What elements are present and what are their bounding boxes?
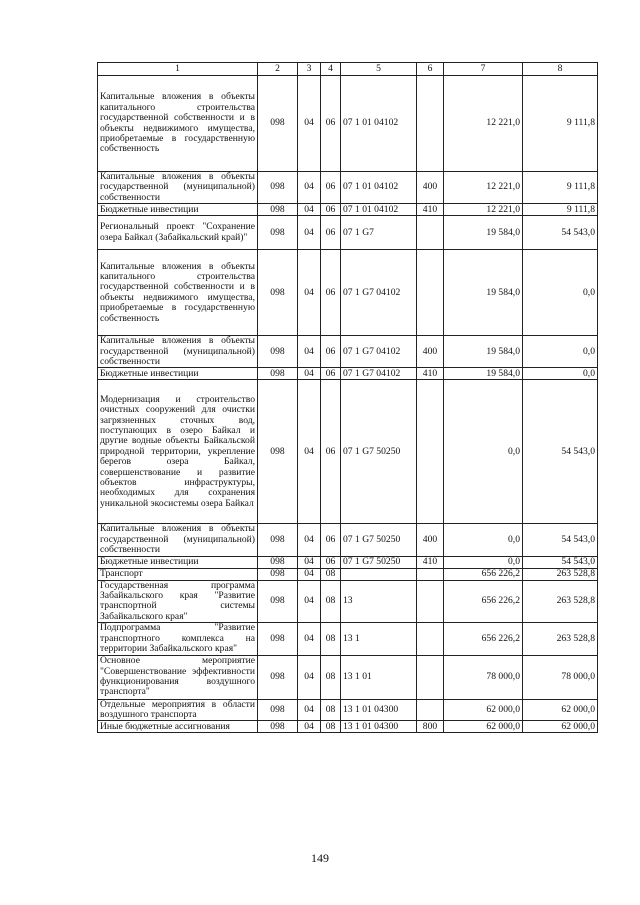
admin-code: 098 — [258, 380, 298, 524]
target-article-code: 07 1 G7 50250 — [341, 556, 417, 568]
expense-type-code — [417, 250, 444, 336]
amount-year-1: 78 000,0 — [444, 655, 523, 699]
section-code: 04 — [298, 655, 321, 699]
target-article-code: 07 1 G7 04102 — [341, 336, 417, 368]
header-row — [98, 63, 598, 76]
amount-year-1: 19 584,0 — [444, 368, 523, 380]
subsection-code: 06 — [321, 368, 341, 380]
table-row — [98, 368, 598, 380]
expense-type-code: 400 — [417, 336, 444, 368]
target-article-code: 07 1 01 04102 — [341, 172, 417, 204]
target-article-code: 13 1 01 04300 — [341, 699, 417, 721]
item-name: Капитальные вложения в объекты государственной (муниципальной) собственности — [98, 172, 258, 204]
target-article-code: 13 1 01 04300 — [341, 721, 417, 733]
col-header: 7 — [444, 63, 523, 76]
admin-code: 098 — [258, 568, 298, 580]
subsection-code: 08 — [321, 699, 341, 721]
section-code: 04 — [298, 250, 321, 336]
amount-year-1: 0,0 — [444, 380, 523, 524]
subsection-code: 06 — [321, 172, 341, 204]
subsection-code: 06 — [321, 336, 341, 368]
table-row — [98, 204, 598, 216]
subsection-code: 06 — [321, 380, 341, 524]
budget-table — [97, 62, 598, 733]
expense-type-code: 410 — [417, 368, 444, 380]
expense-type-code: 410 — [417, 556, 444, 568]
section-code: 04 — [298, 556, 321, 568]
table-row — [98, 623, 598, 655]
item-name: Региональный проект "Сохранение озера Байкал (Забайкальский край)" — [98, 216, 258, 250]
amount-year-2: 0,0 — [523, 368, 598, 380]
amount-year-1: 62 000,0 — [444, 699, 523, 721]
table-row — [98, 216, 598, 250]
item-name: Капитальные вложения в объекты государственной (муниципальной) собственности — [98, 336, 258, 368]
admin-code: 098 — [258, 204, 298, 216]
col-header: 1 — [98, 63, 258, 76]
section-code: 04 — [298, 721, 321, 733]
subsection-code: 06 — [321, 216, 341, 250]
subsection-code: 06 — [321, 250, 341, 336]
expense-type-code — [417, 699, 444, 721]
target-article-code: 13 1 01 — [341, 655, 417, 699]
item-name: Капитальные вложения в объекты капитального строительства государственной собственности и в объекты недвижимого имущества, приобретаемые в государственную собственность — [98, 76, 258, 172]
amount-year-2: 54 543,0 — [523, 216, 598, 250]
amount-year-1: 0,0 — [444, 524, 523, 556]
target-article-code: 07 1 G7 50250 — [341, 380, 417, 524]
target-article-code: 07 1 01 04102 — [341, 76, 417, 172]
item-name: Государственная программа Забайкальского края "Развитие транспортной системы Забайкальского края" — [98, 580, 258, 623]
page-number: 149 — [311, 851, 329, 865]
admin-code: 098 — [258, 76, 298, 172]
amount-year-1: 656 226,2 — [444, 580, 523, 623]
subsection-code: 06 — [321, 76, 341, 172]
col-header: 6 — [417, 63, 444, 76]
amount-year-1: 19 584,0 — [444, 216, 523, 250]
admin-code: 098 — [258, 721, 298, 733]
subsection-code: 08 — [321, 721, 341, 733]
expense-type-code — [417, 655, 444, 699]
subsection-code: 06 — [321, 556, 341, 568]
admin-code: 098 — [258, 368, 298, 380]
amount-year-1: 12 221,0 — [444, 76, 523, 172]
item-name: Транспорт — [98, 568, 258, 580]
admin-code: 098 — [258, 580, 298, 623]
expense-type-code: 400 — [417, 172, 444, 204]
expense-type-code — [417, 380, 444, 524]
amount-year-1: 656 226,2 — [444, 568, 523, 580]
amount-year-2: 263 528,8 — [523, 580, 598, 623]
amount-year-2: 54 543,0 — [523, 556, 598, 568]
target-article-code: 07 1 G7 — [341, 216, 417, 250]
expense-type-code — [417, 568, 444, 580]
section-code: 04 — [298, 172, 321, 204]
section-code: 04 — [298, 699, 321, 721]
table-row — [98, 380, 598, 524]
subsection-code: 08 — [321, 568, 341, 580]
table-row — [98, 336, 598, 368]
table-row — [98, 524, 598, 556]
section-code: 04 — [298, 568, 321, 580]
expense-type-code: 400 — [417, 524, 444, 556]
amount-year-2: 62 000,0 — [523, 721, 598, 733]
item-name: Основное мероприятие "Совершенствование эффективности функционирования воздушного транспорта" — [98, 655, 258, 699]
table-row — [98, 699, 598, 721]
amount-year-2: 62 000,0 — [523, 699, 598, 721]
subsection-code: 08 — [321, 655, 341, 699]
col-header: 5 — [341, 63, 417, 76]
admin-code: 098 — [258, 556, 298, 568]
admin-code: 098 — [258, 250, 298, 336]
item-name: Капитальные вложения в объекты государственной (муниципальной) собственности — [98, 524, 258, 556]
amount-year-2: 0,0 — [523, 250, 598, 336]
section-code: 04 — [298, 76, 321, 172]
section-code: 04 — [298, 216, 321, 250]
target-article-code: 07 1 G7 50250 — [341, 524, 417, 556]
amount-year-2: 54 543,0 — [523, 524, 598, 556]
table-row — [98, 250, 598, 336]
item-name: Отдельные мероприятия в области воздушного транспорта — [98, 699, 258, 721]
item-name: Капитальные вложения в объекты капитального строительства государственной собственности и в объекты недвижимого имущества, приобретаемые в государственную собственность — [98, 250, 258, 336]
expense-type-code — [417, 216, 444, 250]
table-row — [98, 721, 598, 733]
subsection-code: 06 — [321, 524, 341, 556]
expense-type-code — [417, 580, 444, 623]
col-header: 4 — [321, 63, 341, 76]
admin-code: 098 — [258, 336, 298, 368]
section-code: 04 — [298, 623, 321, 655]
amount-year-1: 12 221,0 — [444, 172, 523, 204]
amount-year-2: 78 000,0 — [523, 655, 598, 699]
amount-year-1: 19 584,0 — [444, 336, 523, 368]
section-code: 04 — [298, 524, 321, 556]
expense-type-code — [417, 623, 444, 655]
item-name: Подпрограмма "Развитие транспортного комплекса на территории Забайкальского края" — [98, 623, 258, 655]
table-row — [98, 580, 598, 623]
admin-code: 098 — [258, 623, 298, 655]
target-article-code: 07 1 01 04102 — [341, 204, 417, 216]
admin-code: 098 — [258, 699, 298, 721]
section-code: 04 — [298, 580, 321, 623]
col-header: 8 — [523, 63, 598, 76]
section-code: 04 — [298, 336, 321, 368]
subsection-code: 08 — [321, 580, 341, 623]
item-name: Модернизация и строительство очистных сооружений для очистки загрязненных сточных вод, поступающих в озеро Байкал и другие водные объекты Байкальской природной территории, укрепление берегов озера Байкал, совершенствование и развитие объектов инфраструктуры, необходимых для сохранения уникальной экосистемы озера Байкал — [98, 380, 258, 524]
amount-year-1: 19 584,0 — [444, 250, 523, 336]
expense-type-code: 410 — [417, 204, 444, 216]
amount-year-1: 12 221,0 — [444, 204, 523, 216]
subsection-code: 06 — [321, 204, 341, 216]
amount-year-1: 0,0 — [444, 556, 523, 568]
amount-year-2: 0,0 — [523, 336, 598, 368]
target-article-code: 13 — [341, 580, 417, 623]
section-code: 04 — [298, 204, 321, 216]
col-header: 2 — [258, 63, 298, 76]
target-article-code: 07 1 G7 04102 — [341, 250, 417, 336]
amount-year-2: 9 111,8 — [523, 76, 598, 172]
item-name: Бюджетные инвестиции — [98, 368, 258, 380]
table-row — [98, 76, 598, 172]
table-row — [98, 556, 598, 568]
section-code: 04 — [298, 368, 321, 380]
table-row — [98, 655, 598, 699]
amount-year-1: 656 226,2 — [444, 623, 523, 655]
amount-year-2: 9 111,8 — [523, 172, 598, 204]
amount-year-1: 62 000,0 — [444, 721, 523, 733]
admin-code: 098 — [258, 172, 298, 204]
table-row — [98, 568, 598, 580]
amount-year-2: 9 111,8 — [523, 204, 598, 216]
admin-code: 098 — [258, 655, 298, 699]
item-name: Иные бюджетные ассигнования — [98, 721, 258, 733]
table-row — [98, 172, 598, 204]
target-article-code — [341, 568, 417, 580]
amount-year-2: 54 543,0 — [523, 380, 598, 524]
admin-code: 098 — [258, 524, 298, 556]
amount-year-2: 263 528,8 — [523, 623, 598, 655]
expense-type-code — [417, 76, 444, 172]
target-article-code: 13 1 — [341, 623, 417, 655]
item-name: Бюджетные инвестиции — [98, 556, 258, 568]
target-article-code: 07 1 G7 04102 — [341, 368, 417, 380]
amount-year-2: 263 528,8 — [523, 568, 598, 580]
expense-type-code: 800 — [417, 721, 444, 733]
section-code: 04 — [298, 380, 321, 524]
admin-code: 098 — [258, 216, 298, 250]
subsection-code: 08 — [321, 623, 341, 655]
item-name: Бюджетные инвестиции — [98, 204, 258, 216]
col-header: 3 — [298, 63, 321, 76]
